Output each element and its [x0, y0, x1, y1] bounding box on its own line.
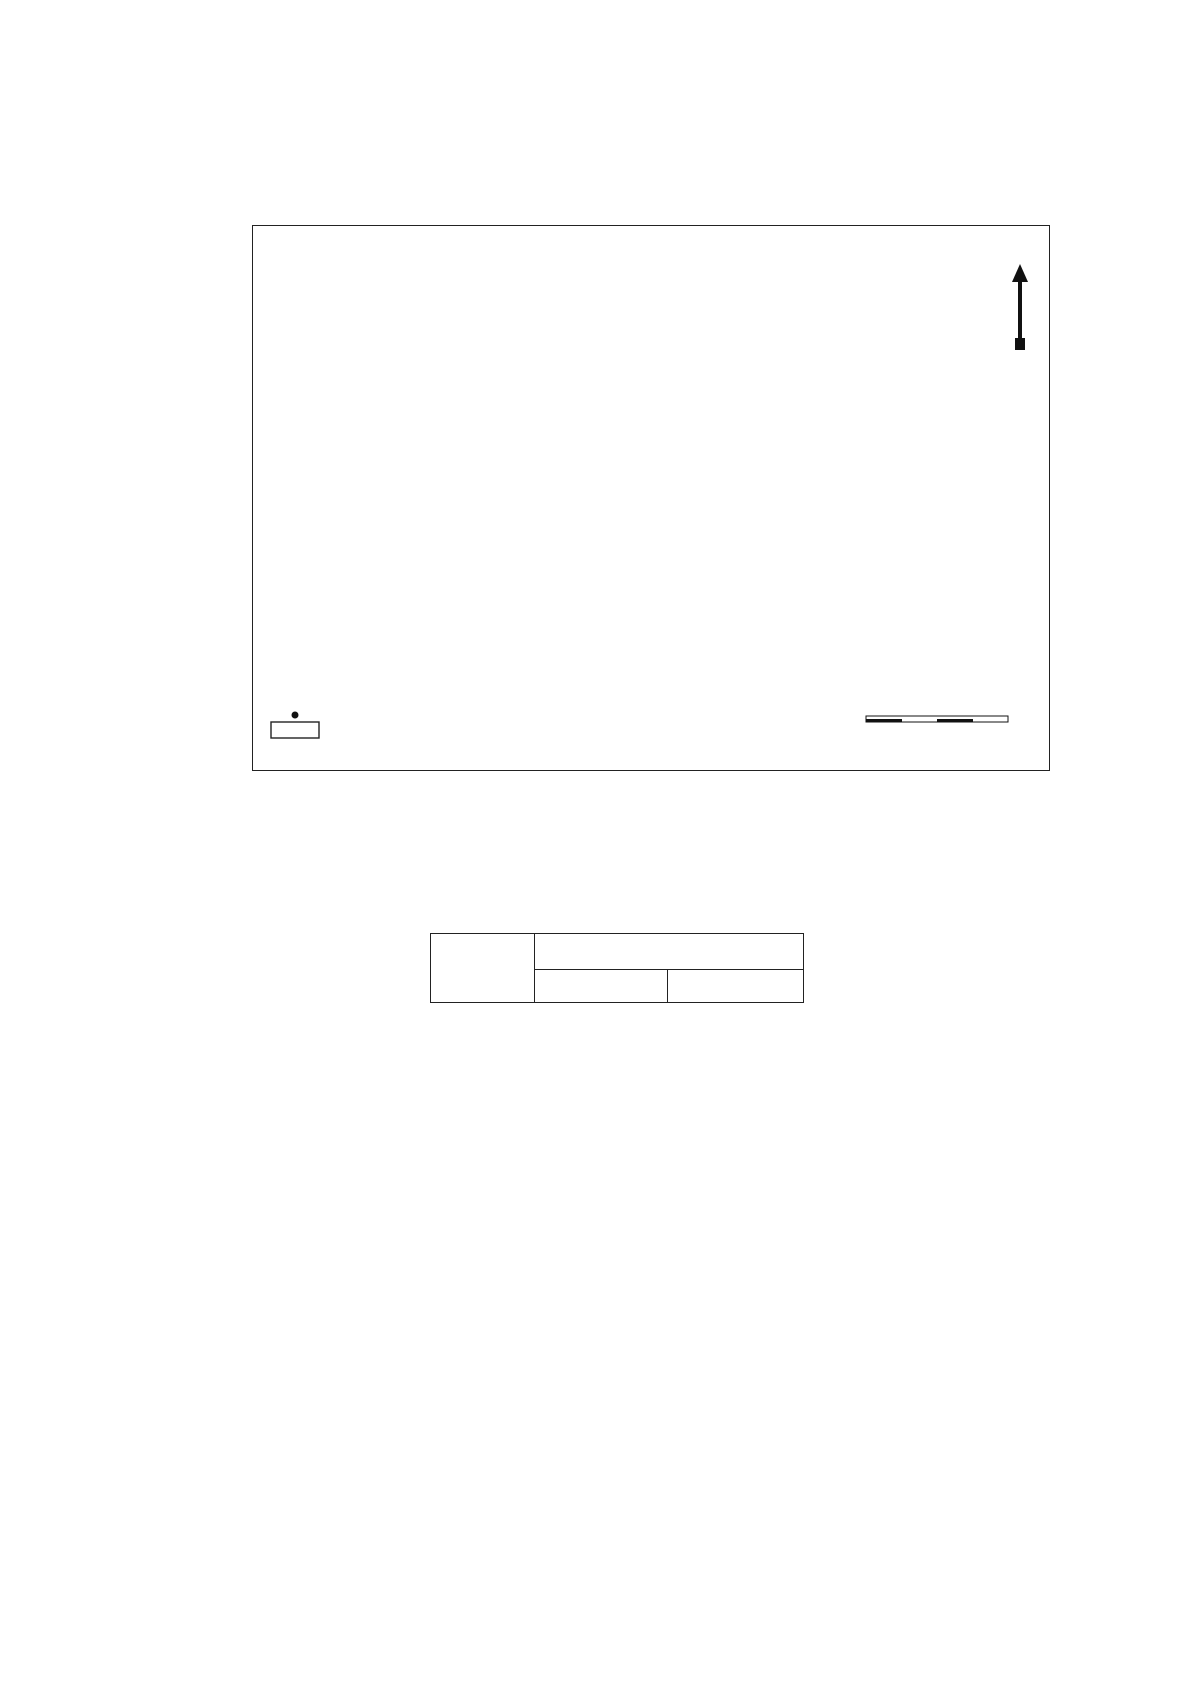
north-arrow [1012, 264, 1028, 350]
header-point-number [431, 934, 535, 1003]
north-arrow-head [1012, 264, 1028, 282]
boundary-map [252, 225, 1050, 771]
scale-bar-segment-2 [937, 719, 973, 722]
header-coordinates [535, 934, 804, 970]
map-legend [271, 712, 319, 739]
scale-bar [866, 716, 1008, 722]
header-latitude [535, 970, 668, 1003]
boundary-map-canvas [253, 226, 1051, 772]
north-arrow-tail [1015, 338, 1025, 350]
scale-bar-segment-1 [866, 719, 902, 722]
legend-boundary-symbol [271, 722, 319, 738]
legend-point-symbol [292, 712, 299, 719]
coordinates-table [430, 933, 804, 1003]
header-longitude [668, 970, 804, 1003]
